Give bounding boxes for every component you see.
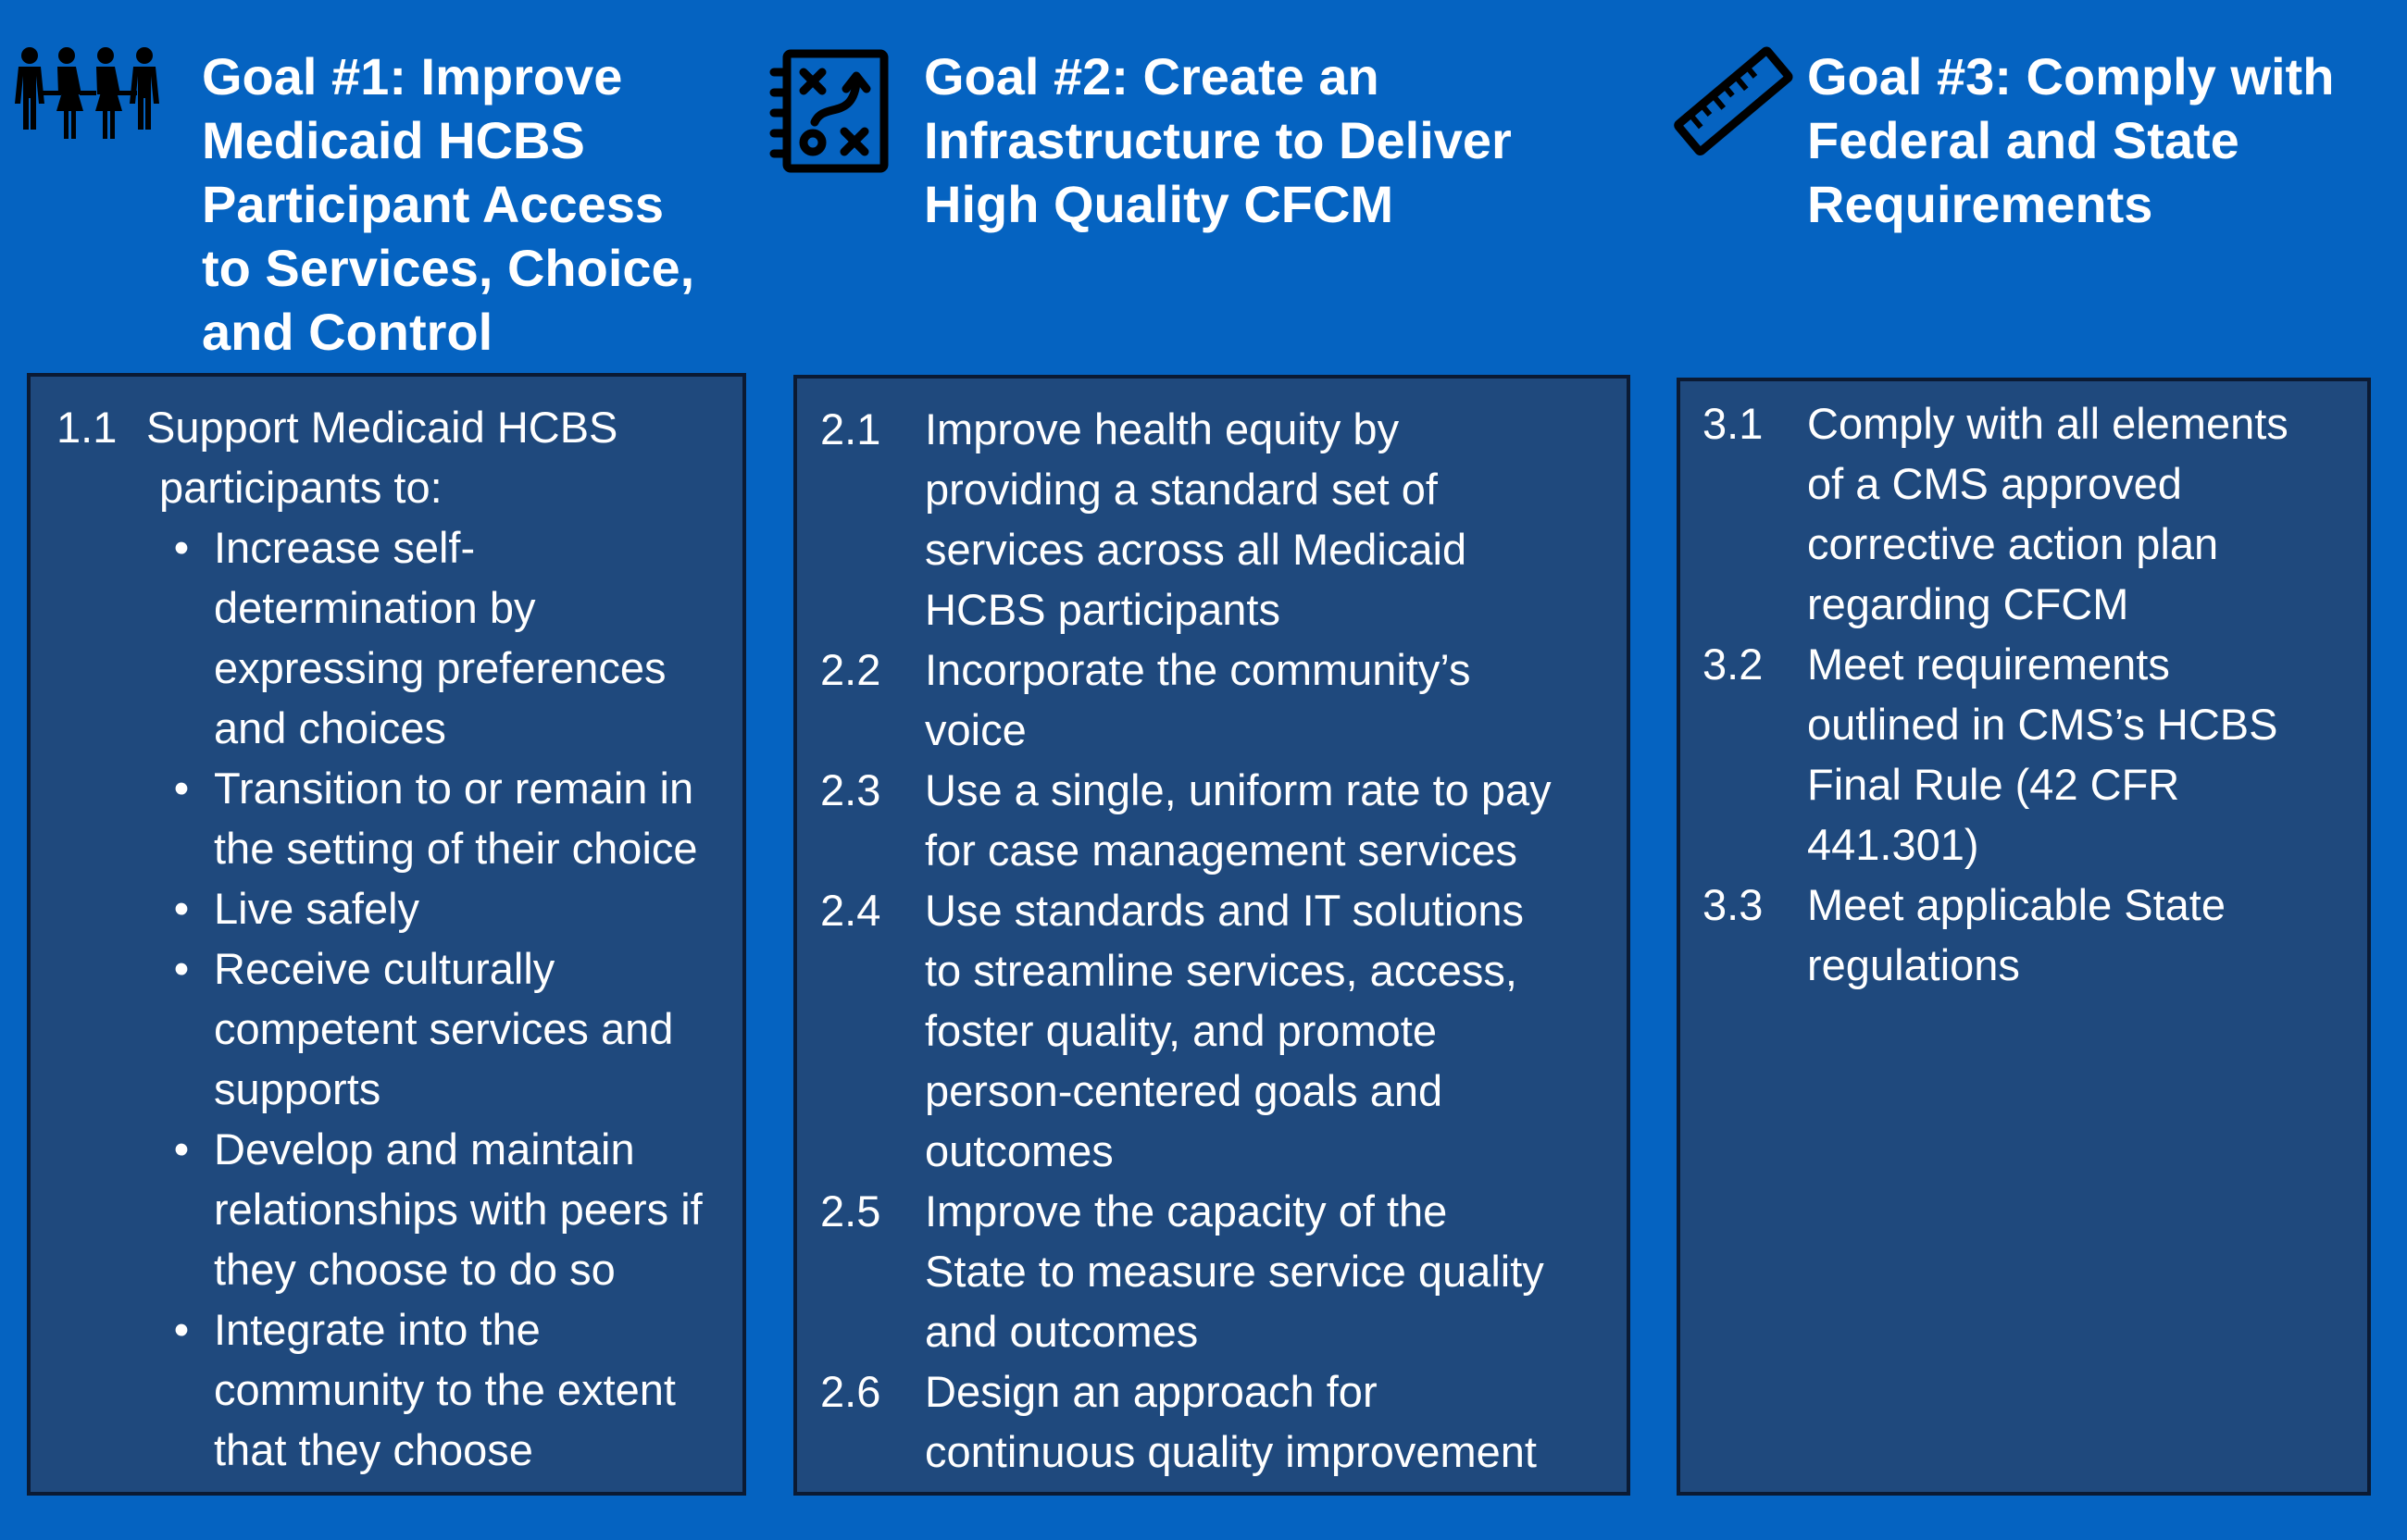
objective-2-1 — [820, 399, 1616, 640]
objective-text-line: continuous quality improvement — [925, 1427, 1537, 1476]
objective-text-line: Use standards and IT solutions — [925, 886, 1525, 935]
goal-3-title-line: Requirements — [1807, 175, 2153, 233]
objective-1-1 — [56, 397, 742, 1480]
bullet-item — [168, 878, 742, 938]
bullet-line: that they choose — [214, 1425, 533, 1474]
objective-text-line: HCBS participants — [925, 585, 1280, 634]
goal-3-title-line: Federal and State — [1807, 111, 2239, 169]
objective-text-line: Meet requirements — [1807, 640, 2170, 689]
objective-text-line: and outcomes — [925, 1307, 1199, 1356]
objective-number: 2.4 — [820, 886, 881, 935]
objective-text-line: Improve the capacity of the — [925, 1186, 1448, 1236]
bullet-line: Live safely — [214, 884, 420, 933]
objective-text-line: Design an approach for — [925, 1367, 1378, 1416]
goal-1-title-line: Participant Access — [202, 175, 665, 233]
goal-2-title-line: High Quality CFCM — [924, 175, 1394, 233]
objective-text-line: for case management services — [925, 826, 1518, 875]
goal-2-title-line: Infrastructure to Deliver — [924, 111, 1512, 169]
objective-number: 3.3 — [1702, 880, 1764, 929]
objective-text-line: voice — [925, 705, 1027, 754]
objective-text-line: person-centered goals and — [925, 1066, 1443, 1115]
people-icon — [9, 46, 167, 157]
objective-2-4 — [820, 880, 1616, 1181]
objective-text-line: Comply with all elements — [1807, 399, 2289, 448]
objective-text-line: providing a standard set of — [925, 465, 1438, 514]
objective-number: 2.2 — [820, 645, 881, 694]
objective-2-3 — [820, 760, 1616, 880]
objective-text-line: Meet applicable State — [1807, 880, 2226, 929]
bullet-line: supports — [214, 1064, 381, 1113]
goal-1-title — [202, 44, 757, 364]
bullet-line: Integrate into the — [214, 1305, 541, 1354]
bullet-line: Increase self- — [214, 523, 476, 572]
bullet-item — [168, 517, 742, 758]
goal-2-objectives-box — [793, 375, 1630, 1496]
objective-text-line: regulations — [1807, 940, 2020, 989]
objective-text-line: outcomes — [925, 1126, 1114, 1175]
objective-number: 2.3 — [820, 765, 881, 814]
bullet-line: expressing preferences — [214, 643, 667, 692]
objective-text-line: Use a single, uniform rate to pay — [925, 765, 1552, 814]
bullet-icon: • — [173, 884, 190, 933]
bullet-icon: • — [173, 523, 190, 572]
ruler-icon — [1674, 44, 1794, 160]
bullet-icon: • — [173, 1124, 190, 1174]
bullet-line: Develop and maintain — [214, 1124, 635, 1174]
objective-text-line: foster quality, and promote — [925, 1006, 1437, 1055]
objective-number: 2.6 — [820, 1367, 881, 1416]
goal-1-title-line: and Control — [202, 303, 493, 361]
objective-3-3 — [1702, 875, 2364, 995]
bullet-item — [168, 1299, 742, 1480]
bullet-line: determination by — [214, 583, 536, 632]
objective-number: 1.1 — [56, 403, 118, 452]
goal-3-title-line: Goal #3: Comply with — [1807, 47, 2335, 106]
bullet-item — [168, 758, 742, 878]
objective-2-2 — [820, 640, 1616, 760]
objective-text-line: Support Medicaid HCBS — [146, 403, 618, 452]
goal-2-title-line: Goal #2: Create an — [924, 47, 1379, 106]
objective-number: 2.1 — [820, 404, 881, 453]
goal-1-title-line: to Services, Choice, — [202, 239, 695, 297]
bullet-line: and choices — [214, 703, 446, 752]
bullet-item — [168, 938, 742, 1119]
goal-1-title-line: Medicaid HCBS — [202, 111, 585, 169]
objective-number: 3.1 — [1702, 399, 1764, 448]
bullet-item — [168, 1119, 742, 1299]
objective-text-line: of a CMS approved — [1807, 459, 2182, 508]
objective-text-line: outlined in CMS’s HCBS — [1807, 700, 2278, 749]
bullet-icon: • — [173, 1305, 190, 1354]
goal-1-objectives-box — [27, 373, 746, 1496]
bullet-line: the setting of their choice — [214, 824, 698, 873]
goal-1-title-line: Goal #1: Improve — [202, 47, 623, 106]
bullet-icon: • — [173, 764, 190, 813]
objective-text-line: Incorporate the community’s — [925, 645, 1471, 694]
objective-3-1 — [1702, 393, 2364, 634]
objective-text-line: State to measure service quality — [925, 1247, 1544, 1296]
objective-text-line: corrective action plan — [1807, 519, 2219, 568]
objective-number: 2.5 — [820, 1186, 881, 1236]
goal-3-title — [1807, 44, 2400, 236]
bullet-line: Transition to or remain in — [214, 764, 694, 813]
bullet-line: Receive culturally — [214, 944, 555, 993]
objective-number: 3.2 — [1702, 640, 1764, 689]
bullet-icon: • — [173, 944, 190, 993]
objective-bullet-list — [56, 517, 742, 1480]
objective-text-line: 441.301) — [1807, 820, 1979, 869]
bullet-line: community to the extent — [214, 1365, 676, 1414]
strategy-playbook-icon — [768, 46, 893, 176]
bullet-line: they choose to do so — [214, 1245, 616, 1294]
bullet-line: competent services and — [214, 1004, 674, 1053]
bullet-line: relationships with peers if — [214, 1185, 703, 1234]
objective-text-line: Improve health equity by — [925, 404, 1400, 453]
objective-2-5 — [820, 1181, 1616, 1361]
objective-text-line: participants to: — [159, 463, 443, 512]
objective-text-line: Final Rule (42 CFR — [1807, 760, 2180, 809]
objective-3-2 — [1702, 634, 2364, 875]
goal-3-objectives-box — [1677, 378, 2371, 1496]
objective-text-line: to streamline services, access, — [925, 946, 1517, 995]
goal-2-title — [924, 44, 1683, 236]
objective-2-6 — [820, 1361, 1616, 1482]
objective-text-line: regarding CFCM — [1807, 579, 2129, 628]
objective-text-line: services across all Medicaid — [925, 525, 1467, 574]
